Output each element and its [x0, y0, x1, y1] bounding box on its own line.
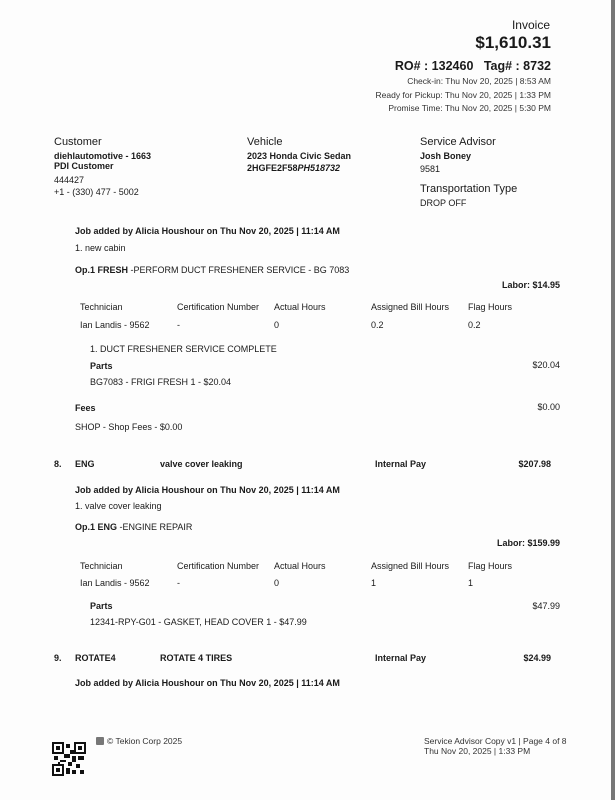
invoice-total: $1,610.31: [475, 33, 551, 52]
copy-page: Service Advisor Copy v1 | Page 4 of 8: [424, 736, 567, 746]
copyright-text: © Tekion Corp 2025: [107, 736, 183, 746]
job-total: $24.99: [523, 653, 551, 663]
fees-label: Fees: [75, 403, 96, 413]
part-line: 12341-RPY-G01 - GASKET, HEAD COVER 1 - $47.99: [90, 617, 307, 627]
td-cert: -: [177, 320, 180, 330]
td-assigned: 0.2: [371, 320, 384, 330]
td-actual: 0: [274, 578, 280, 588]
th-actual: Actual Hours: [274, 561, 326, 571]
fee-line: SHOP - Shop Fees - $0.00: [75, 422, 183, 432]
td-cert: -: [177, 578, 180, 588]
parts-label: Parts: [90, 361, 113, 371]
job-number: 8.: [54, 459, 62, 469]
vin-suffix: PH518732: [297, 163, 341, 173]
th-cert: Certification Number: [177, 561, 260, 571]
operation: [75, 522, 192, 532]
tag-number: Tag# : 8732: [483, 59, 551, 73]
job-added: Job added by Alicia Houshour on Thu Nov 20, 2025 | 11:14 AM: [75, 226, 340, 236]
customer-id: 444427: [54, 175, 85, 185]
job-concern: 1. valve cover leaking: [75, 501, 162, 511]
td-flag: 1: [468, 578, 474, 588]
transport-label: Transportation Type: [420, 183, 518, 195]
vehicle-model: 2023 Honda Civic Sedan: [247, 151, 352, 161]
customer-phone: +1 - (330) 477 - 5002: [54, 187, 139, 197]
ready-time: Ready for Pickup: Thu Nov 20, 2025 | 1:33 PM: [375, 90, 551, 100]
th-actual: Actual Hours: [274, 302, 326, 312]
th-flag: Flag Hours: [468, 561, 513, 571]
correction: 1. DUCT FRESHENER SERVICE COMPLETE: [90, 344, 277, 354]
td-assigned: 1: [371, 578, 377, 588]
job-added: Job added by Alicia Houshour on Thu Nov 20, 2025 | 11:14 AM: [75, 678, 340, 688]
th-flag: Flag Hours: [468, 302, 513, 312]
operation: [75, 265, 349, 275]
th-assigned: Assigned Bill Hours: [371, 561, 450, 571]
ro-number: RO# : 132460: [394, 59, 474, 73]
th-assigned: Assigned Bill Hours: [371, 302, 450, 312]
fees-total: $0.00: [537, 402, 560, 412]
advisor-label: Service Advisor: [420, 136, 496, 148]
copyright: [96, 736, 182, 746]
qr-code-icon: [52, 742, 86, 776]
op-desc: -ENGINE REPAIR: [117, 522, 193, 532]
op-code: Op.1 FRESH: [75, 265, 129, 275]
part-line: BG7083 - FRIGI FRESH 1 - $20.04: [90, 377, 232, 387]
job-desc: ROTATE 4 TIRES: [160, 653, 233, 663]
job-total: $207.98: [518, 459, 551, 469]
customer-label: Customer: [54, 136, 102, 148]
th-cert: Certification Number: [177, 302, 260, 312]
pay-type: Internal Pay: [375, 653, 427, 663]
vin-prefix: 2HGFE2F58: [247, 163, 298, 173]
advisor-name: Josh Boney: [420, 151, 472, 161]
scan-edge: [611, 0, 615, 800]
th-technician: Technician: [80, 302, 123, 312]
customer-name: diehlautomotive - 1663: [54, 151, 152, 161]
parts-total: $20.04: [532, 360, 560, 370]
labor-total: Labor: $14.95: [501, 280, 560, 290]
job-desc: valve cover leaking: [160, 459, 243, 469]
job-concern: 1. new cabin: [75, 243, 126, 253]
labor-total: Labor: $159.99: [496, 538, 560, 548]
job-code: ROTATE4: [75, 653, 116, 663]
checkin-time: Check-in: Thu Nov 20, 2025 | 8:53 AM: [407, 76, 551, 86]
td-technician: Ian Landis - 9562: [80, 578, 150, 588]
td-flag: 0.2: [468, 320, 481, 330]
parts-total: $47.99: [532, 601, 560, 611]
op-desc: -PERFORM DUCT FRESHENER SERVICE - BG 7083: [128, 265, 350, 275]
printed-time: Thu Nov 20, 2025 | 1:33 PM: [424, 746, 531, 756]
job-number: 9.: [54, 653, 62, 663]
customer-type: PDI Customer: [54, 161, 114, 171]
tekion-logo-icon: [96, 737, 104, 745]
job-code: ENG: [75, 459, 95, 469]
job-added: Job added by Alicia Houshour on Thu Nov 20, 2025 | 11:14 AM: [75, 485, 340, 495]
op-code: Op.1 ENG: [75, 522, 118, 532]
vehicle-label: Vehicle: [247, 136, 283, 148]
th-technician: Technician: [80, 561, 123, 571]
vehicle-vin: [247, 163, 340, 173]
doc-title: Invoice: [511, 18, 550, 32]
promise-time: Promise Time: Thu Nov 20, 2025 | 5:30 PM: [388, 103, 551, 113]
td-actual: 0: [274, 320, 280, 330]
pay-type: Internal Pay: [375, 459, 427, 469]
parts-label: Parts: [90, 601, 113, 611]
advisor-id: 9581: [420, 164, 441, 174]
transport-type: DROP OFF: [420, 198, 467, 208]
ro-tag: [395, 59, 551, 73]
td-technician: Ian Landis - 9562: [80, 320, 150, 330]
